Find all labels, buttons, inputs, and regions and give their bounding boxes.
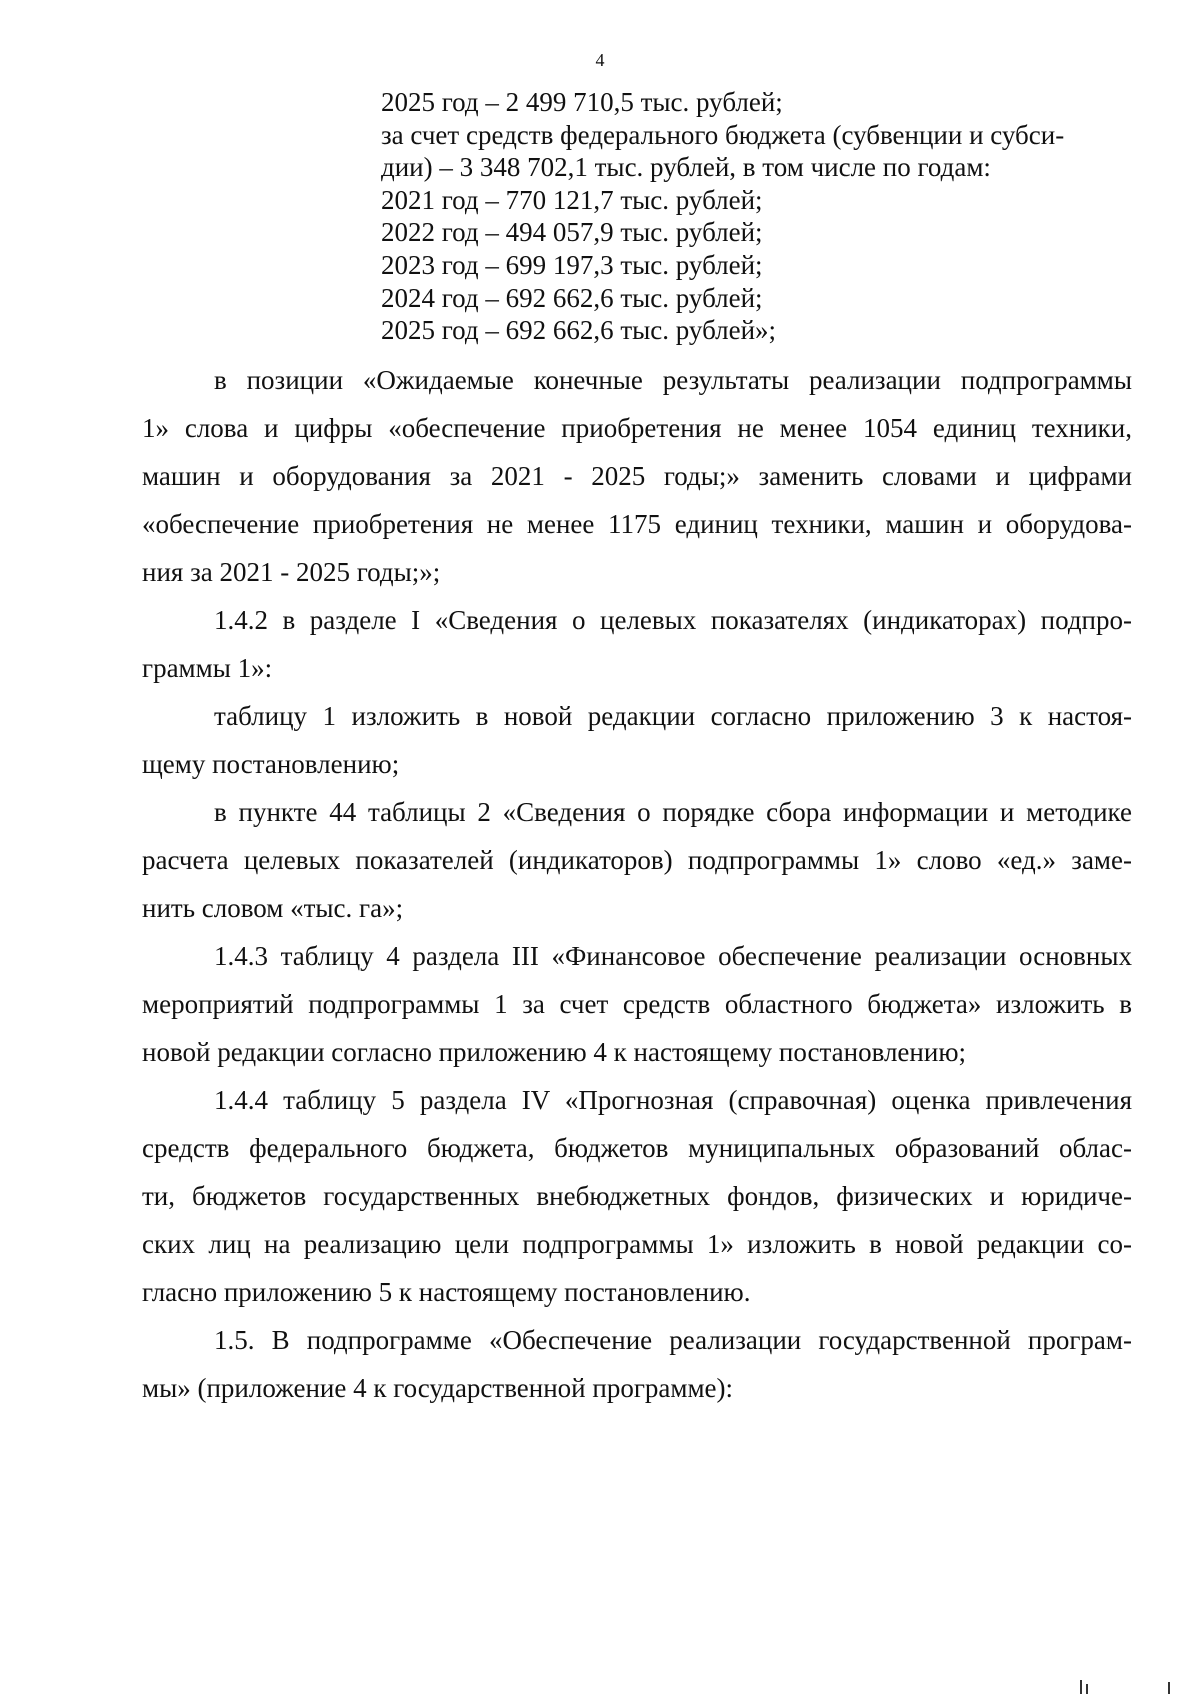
paragraph-1-4-2 — [142, 596, 1132, 692]
scan-edge-mark — [1086, 1684, 1088, 1694]
paragraph-1-5 — [142, 1316, 1132, 1412]
paragraph-expected-results — [142, 356, 1132, 596]
text-line: в позиции «Ожидаемые конечные результаты реализации подпрограммы — [214, 365, 1132, 395]
text-line: 1.4.3 таблицу 4 раздела III «Финансовое обеспечение реализации основных — [214, 941, 1132, 971]
paragraph-1-4-4 — [142, 1076, 1132, 1316]
funding-line: дии) – 3 348 702,1 тыс. рублей, в том числе по годам: — [381, 152, 991, 183]
funding-line: 2025 год – 2 499 710,5 тыс. рублей; — [381, 87, 783, 117]
text-line: машин и оборудования за 2021 - 2025 годы;» заменить словами и цифрами — [142, 461, 1132, 491]
text-line: ских лиц на реализацию цели подпрограммы 1» изложить в новой редакции со- — [142, 1229, 1132, 1259]
text-line: мы» (приложение 4 к государственной программе): — [142, 1373, 734, 1403]
text-line: граммы 1»: — [142, 653, 273, 683]
text-line: новой редакции согласно приложению 4 к настоящему постановлению; — [142, 1037, 966, 1067]
paragraph-table-1 — [142, 692, 1132, 788]
funding-line: 2021 год – 770 121,7 тыс. рублей; — [381, 184, 763, 215]
funding-line: 2022 год – 494 057,9 тыс. рублей; — [381, 217, 763, 248]
text-line: 1.4.4 таблицу 5 раздела IV «Прогнозная (справочная) оценка привлечения — [214, 1085, 1132, 1115]
funding-line: 2023 год – 699 197,3 тыс. рублей; — [381, 249, 763, 280]
text-line: гласно приложению 5 к настоящему постановлению. — [142, 1277, 751, 1307]
text-line: нить словом «тыс. га»; — [142, 893, 404, 923]
funding-breakdown — [381, 86, 1141, 347]
scan-edge-mark — [1168, 1682, 1170, 1694]
scan-edge-mark — [1080, 1680, 1082, 1694]
document-body — [142, 356, 1132, 1412]
paragraph-item-44 — [142, 788, 1132, 932]
text-line: щему постановлению; — [142, 749, 400, 779]
page-number: 4 — [595, 50, 605, 70]
text-line: ния за 2021 - 2025 годы;»; — [142, 557, 441, 587]
text-line: в пункте 44 таблицы 2 «Сведения о порядке сбора информации и методике — [214, 797, 1132, 827]
text-line: 1» слова и цифры «обеспечение приобретения не менее 1054 единиц техники, — [142, 413, 1132, 443]
funding-line: 2024 год – 692 662,6 тыс. рублей; — [381, 282, 763, 313]
text-line: мероприятий подпрограммы 1 за счет средств областного бюджета» изложить в — [142, 989, 1132, 1019]
text-line: средств федерального бюджета, бюджетов муниципальных образований облас- — [142, 1133, 1132, 1163]
text-line: 1.5. В подпрограмме «Обеспечение реализации государственной програм- — [214, 1325, 1132, 1355]
text-line: расчета целевых показателей (индикаторов) подпрограммы 1» слово «ед.» заме- — [142, 845, 1132, 875]
funding-line: 2025 год – 692 662,6 тыс. рублей»; — [381, 315, 777, 346]
text-line: таблицу 1 изложить в новой редакции согласно приложению 3 к настоя- — [214, 701, 1132, 731]
text-line: «обеспечение приобретения не менее 1175 единиц техники, машин и оборудова- — [142, 509, 1132, 539]
funding-line: за счет средств федерального бюджета (субвенции и субси- — [381, 119, 1065, 150]
text-line: ти, бюджетов государственных внебюджетных фондов, физических и юридиче- — [142, 1181, 1132, 1211]
paragraph-1-4-3 — [142, 932, 1132, 1076]
text-line: 1.4.2 в разделе I «Сведения о целевых показателях (индикаторах) подпро- — [214, 605, 1132, 635]
